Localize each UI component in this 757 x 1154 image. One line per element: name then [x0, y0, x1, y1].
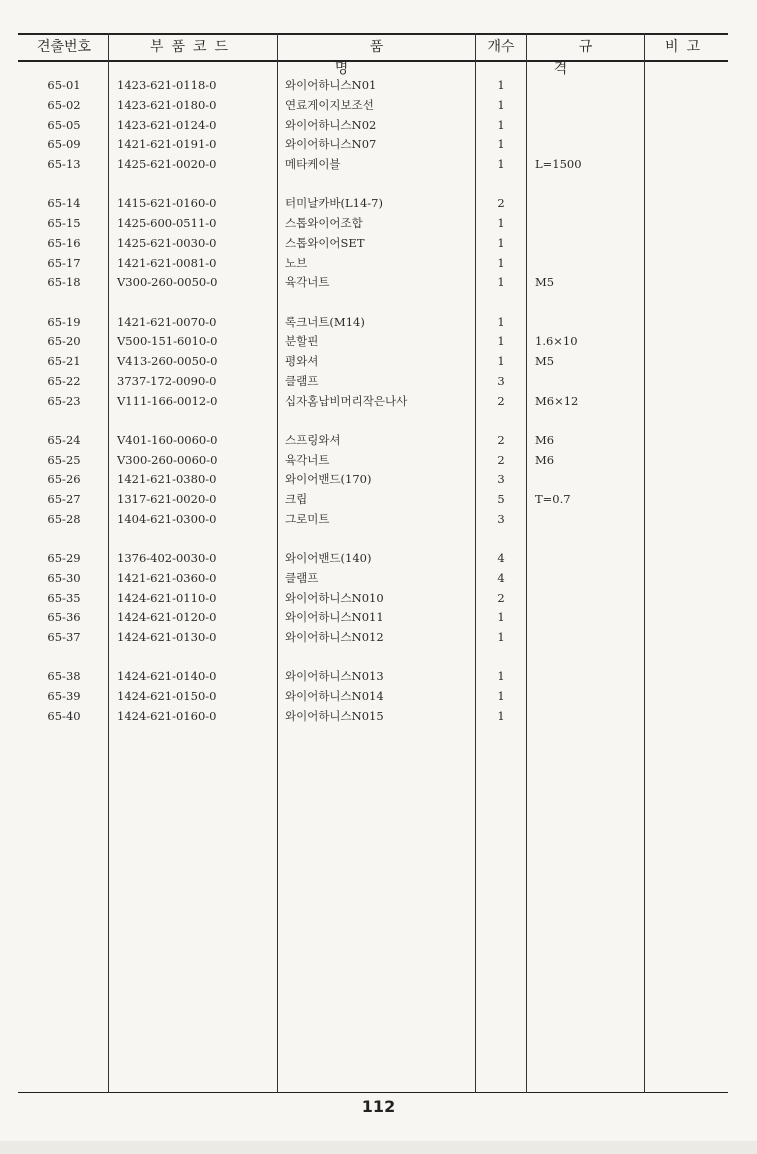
table-row	[0, 332, 757, 351]
part-number: 65-23	[47, 394, 81, 408]
quantity: 1	[497, 610, 505, 624]
page-number: 112	[361, 1097, 396, 1116]
table-row	[0, 589, 757, 608]
part-number: 65-14	[47, 196, 81, 210]
quantity: 1	[497, 118, 505, 132]
part-code: V500-151-6010-0	[117, 334, 218, 348]
part-code: 1425-621-0020-0	[117, 157, 217, 171]
part-name: 와이어하니스N014	[285, 689, 384, 703]
table-row	[0, 510, 757, 529]
quantity: 3	[497, 472, 505, 486]
specification: M5	[535, 354, 555, 368]
part-name: 스톱와이어SET	[285, 236, 365, 250]
part-number: 65-05	[47, 118, 81, 132]
part-number: 65-01	[47, 78, 81, 92]
part-number: 65-17	[47, 256, 81, 270]
part-number: 65-35	[47, 591, 81, 605]
part-name: 노브	[285, 256, 308, 270]
table-row	[0, 687, 757, 706]
header-part-no: 견출번호	[36, 39, 92, 55]
header-top-rule	[18, 33, 728, 35]
specification: L=1500	[535, 157, 582, 171]
quantity: 1	[497, 354, 505, 368]
quantity: 1	[497, 689, 505, 703]
part-name: 크립	[285, 492, 308, 506]
part-code: 1425-621-0030-0	[117, 236, 217, 250]
part-code: 1425-600-0511-0	[117, 216, 217, 230]
specification: T=0.7	[535, 492, 571, 506]
specification: M6	[535, 453, 555, 467]
part-number: 65-19	[47, 315, 81, 329]
part-name: 터미날카바(L14-7)	[285, 196, 383, 210]
quantity: 2	[497, 394, 505, 408]
table-row	[0, 96, 757, 115]
table-row	[0, 76, 757, 95]
part-name: 클램프	[285, 571, 319, 585]
table-row	[0, 155, 757, 174]
table-row	[0, 569, 757, 588]
header-remarks: 비고	[664, 39, 709, 55]
part-number: 65-40	[47, 709, 81, 723]
part-number: 65-25	[47, 453, 81, 467]
quantity: 5	[497, 492, 505, 506]
part-code: 1421-621-0070-0	[117, 315, 217, 329]
table-row	[0, 116, 757, 135]
part-name: 와이어밴드(140)	[285, 551, 372, 565]
part-code: V300-260-0060-0	[117, 453, 218, 467]
header-spec: 규격	[553, 39, 643, 77]
table-row	[0, 313, 757, 332]
part-number: 65-30	[47, 571, 81, 585]
quantity: 1	[497, 315, 505, 329]
part-number: 65-29	[47, 551, 81, 565]
part-name: 록크너트(M14)	[285, 315, 365, 329]
table-row	[0, 392, 757, 411]
part-name: 와이어하니스N015	[285, 709, 384, 723]
part-number: 65-22	[47, 374, 81, 388]
part-name: 메타케이블	[285, 157, 341, 171]
part-name: 육각너트	[285, 275, 330, 289]
specification: M6	[535, 433, 555, 447]
part-code: V111-166-0012-0	[117, 394, 218, 408]
part-number: 65-39	[47, 689, 81, 703]
part-name: 와이어하니스N01	[285, 78, 377, 92]
header-quantity: 개수	[487, 39, 515, 55]
part-name: 클램프	[285, 374, 319, 388]
table-row	[0, 372, 757, 391]
part-number: 65-02	[47, 98, 81, 112]
part-number: 65-26	[47, 472, 81, 486]
table-row	[0, 214, 757, 233]
table-row	[0, 608, 757, 627]
table-row	[0, 273, 757, 292]
quantity: 1	[497, 669, 505, 683]
footer-rule	[18, 1092, 728, 1093]
part-name: 와이어하니스N013	[285, 669, 384, 683]
part-number: 65-09	[47, 137, 81, 151]
part-code: V401-160-0060-0	[117, 433, 218, 447]
table-row	[0, 234, 757, 253]
part-code: 1424-621-0110-0	[117, 591, 217, 605]
table-row	[0, 194, 757, 213]
table-row	[0, 451, 757, 470]
part-name: 스프링와셔	[285, 433, 341, 447]
quantity: 3	[497, 374, 505, 388]
quantity: 4	[497, 551, 505, 565]
quantity: 1	[497, 256, 505, 270]
part-code: V300-260-0050-0	[117, 275, 218, 289]
table-row	[0, 628, 757, 647]
part-number: 65-27	[47, 492, 81, 506]
quantity: 2	[497, 453, 505, 467]
part-number: 65-28	[47, 512, 81, 526]
table-row	[0, 470, 757, 489]
quantity: 1	[497, 157, 505, 171]
part-code: V413-260-0050-0	[117, 354, 218, 368]
part-name: 그로미트	[285, 512, 330, 526]
table-row	[0, 135, 757, 154]
quantity: 1	[497, 275, 505, 289]
part-name: 와이어하니스N07	[285, 137, 377, 151]
part-name: 평와셔	[285, 354, 319, 368]
part-code: 1424-621-0150-0	[117, 689, 217, 703]
part-name: 와이어하니스N011	[285, 610, 384, 624]
part-name: 와이어하니스N012	[285, 630, 384, 644]
part-code: 1415-621-0160-0	[117, 196, 217, 210]
table-row	[0, 352, 757, 371]
table-row	[0, 254, 757, 273]
specification: M6×12	[535, 394, 579, 408]
header-part-name: 품명	[334, 39, 454, 77]
quantity: 2	[497, 433, 505, 447]
part-code: 1423-621-0118-0	[117, 78, 217, 92]
quantity: 1	[497, 236, 505, 250]
specification: M5	[535, 275, 555, 289]
part-code: 1404-621-0300-0	[117, 512, 217, 526]
part-code: 1424-621-0130-0	[117, 630, 217, 644]
scan-edge	[0, 1141, 757, 1154]
part-code: 1421-621-0191-0	[117, 137, 217, 151]
part-name: 와이어하니스N02	[285, 118, 377, 132]
part-number: 65-36	[47, 610, 81, 624]
table-row	[0, 667, 757, 686]
part-name: 분할핀	[285, 334, 319, 348]
part-code: 1376-402-0030-0	[117, 551, 217, 565]
part-code: 1421-621-0380-0	[117, 472, 217, 486]
quantity: 1	[497, 630, 505, 644]
part-name: 육각너트	[285, 453, 330, 467]
part-code: 1423-621-0180-0	[117, 98, 217, 112]
header-part-code: 부품코드	[149, 39, 237, 55]
table-row	[0, 490, 757, 509]
part-name: 연료게이지보조선	[285, 98, 374, 112]
part-name: 십자홈납비머리작은나사	[285, 394, 408, 408]
quantity: 1	[497, 78, 505, 92]
part-number: 65-38	[47, 669, 81, 683]
part-number: 65-16	[47, 236, 81, 250]
part-code: 1421-621-0081-0	[117, 256, 217, 270]
table-row	[0, 549, 757, 568]
part-code: 1424-621-0120-0	[117, 610, 217, 624]
part-name: 스톱와이어조합	[285, 216, 363, 230]
part-name: 와이어하니스N010	[285, 591, 384, 605]
table-row	[0, 707, 757, 726]
part-number: 65-20	[47, 334, 81, 348]
part-number: 65-24	[47, 433, 81, 447]
part-number: 65-18	[47, 275, 81, 289]
quantity: 1	[497, 709, 505, 723]
part-number: 65-21	[47, 354, 81, 368]
part-number: 65-37	[47, 630, 81, 644]
part-code: 1424-621-0160-0	[117, 709, 217, 723]
quantity: 3	[497, 512, 505, 526]
part-name: 와이어밴드(170)	[285, 472, 372, 486]
quantity: 2	[497, 591, 505, 605]
quantity: 2	[497, 196, 505, 210]
part-number: 65-15	[47, 216, 81, 230]
quantity: 1	[497, 98, 505, 112]
specification: 1.6×10	[535, 334, 578, 348]
quantity: 1	[497, 334, 505, 348]
part-code: 1421-621-0360-0	[117, 571, 217, 585]
part-number: 65-13	[47, 157, 81, 171]
table-row	[0, 431, 757, 450]
part-code: 3737-172-0090-0	[117, 374, 217, 388]
part-code: 1424-621-0140-0	[117, 669, 217, 683]
part-code: 1317-621-0020-0	[117, 492, 217, 506]
quantity: 4	[497, 571, 505, 585]
part-code: 1423-621-0124-0	[117, 118, 217, 132]
quantity: 1	[497, 137, 505, 151]
quantity: 1	[497, 216, 505, 230]
